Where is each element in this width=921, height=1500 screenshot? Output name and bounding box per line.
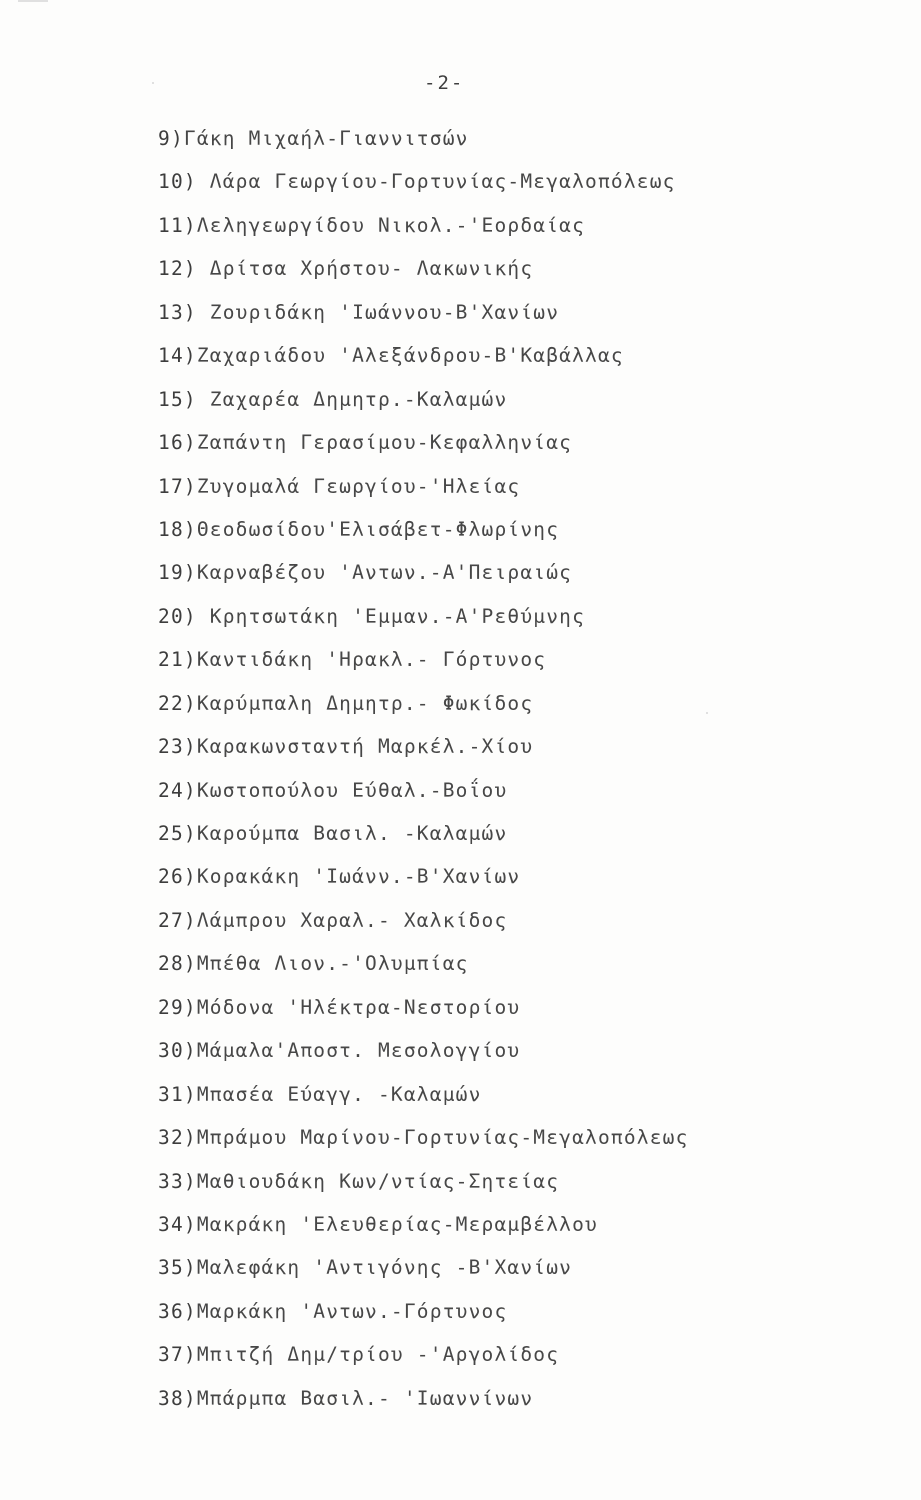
list-item bbox=[158, 595, 689, 638]
entry-number: 24) bbox=[158, 778, 197, 802]
list-item bbox=[158, 638, 689, 681]
list-item bbox=[158, 1116, 689, 1159]
entry-name: Ζουριδάκη 'Ιωάννου-Β'Χανίων bbox=[196, 300, 560, 324]
entry-name: Καρναβέζου 'Αντων.-Α'Πειραιώς bbox=[196, 561, 573, 585]
entry-number: 21) bbox=[158, 648, 197, 672]
list-item bbox=[158, 986, 689, 1029]
list-item bbox=[158, 421, 689, 464]
entry-name: Ζαχαρέα Δημητρ.-Καλαμών bbox=[196, 387, 508, 411]
entry-name: Γάκη Μιχαήλ-Γιαννιτσών bbox=[183, 127, 469, 150]
scan-dot bbox=[706, 712, 708, 714]
list-item bbox=[158, 291, 689, 334]
entry-name: Μόδονα 'Ηλέκτρα-Νεστορίου bbox=[196, 995, 521, 1019]
entry-number: 14) bbox=[158, 344, 197, 368]
list-item bbox=[158, 1290, 689, 1333]
entry-number: 23) bbox=[158, 735, 197, 759]
list-item bbox=[158, 160, 689, 203]
entry-name: Μπασέα Εύαγγ. -Καλαμών bbox=[196, 1082, 482, 1106]
list-item bbox=[158, 1160, 689, 1203]
list-item bbox=[158, 769, 689, 812]
entry-name: Μαθιουδάκη Κων/ντίας-Σητείας bbox=[196, 1169, 560, 1193]
list-item bbox=[158, 1073, 689, 1116]
entry-name: Λάμπρου Χαραλ.- Χαλκίδος bbox=[196, 908, 508, 932]
entry-name: Θεοδωσίδου'Ελισάβετ-Φλωρίνης bbox=[196, 517, 560, 541]
list-item bbox=[158, 725, 689, 768]
list-item bbox=[158, 1203, 689, 1246]
entry-name: Καντιδάκη 'Ηρακλ.- Γόρτυνος bbox=[196, 648, 547, 672]
entry-name: Μπάρμπα Βασιλ.- 'Ιωαννίνων bbox=[196, 1386, 534, 1410]
list-item bbox=[158, 378, 689, 421]
scan-mark-top-left bbox=[18, 0, 48, 2]
entry-number: 18) bbox=[158, 517, 197, 541]
entry-number: 37) bbox=[158, 1343, 197, 1367]
entry-number: 31) bbox=[158, 1082, 197, 1106]
list-item bbox=[158, 1246, 689, 1289]
list-item bbox=[158, 334, 689, 377]
list-item bbox=[158, 1377, 689, 1420]
entry-number: 29) bbox=[158, 995, 197, 1019]
entry-number: 28) bbox=[158, 952, 197, 976]
list-item bbox=[158, 942, 689, 985]
entry-number: 9) bbox=[158, 127, 184, 150]
entry-number: 25) bbox=[158, 822, 197, 845]
entry-name: Ζυγομαλά Γεωργίου-'Ηλείας bbox=[196, 474, 521, 498]
entry-number: 17) bbox=[158, 474, 197, 498]
entry-number: 11) bbox=[158, 213, 197, 237]
entry-name: Καρύμπαλη Δημητρ.- Φωκίδος bbox=[196, 691, 534, 715]
list-item bbox=[158, 551, 689, 594]
entry-name: Μαρκάκη 'Αντων.-Γόρτυνος bbox=[196, 1299, 508, 1323]
list-item bbox=[158, 682, 689, 725]
entry-name: Ζαπάντη Γερασίμου-Κεφαλληνίας bbox=[196, 431, 573, 455]
entry-number: 26) bbox=[158, 865, 197, 889]
entry-name: Μπράμου Μαρίνου-Γορτυνίας-Μεγαλοπόλεως bbox=[196, 1126, 689, 1150]
entry-number: 12) bbox=[158, 257, 197, 281]
entry-number: 32) bbox=[158, 1126, 197, 1150]
entry-number: 13) bbox=[158, 300, 197, 324]
list-item bbox=[158, 204, 689, 247]
entry-name: Μαλεφάκη 'Αντιγόνης -Β'Χανίων bbox=[196, 1256, 573, 1280]
entry-number: 10) bbox=[158, 170, 197, 194]
name-list bbox=[158, 117, 689, 1420]
list-item bbox=[158, 247, 689, 290]
entry-name: Ζαχαριάδου 'Αλεξάνδρου-Β'Καβάλλας bbox=[196, 344, 624, 368]
list-item bbox=[158, 1333, 689, 1376]
entry-number: 30) bbox=[158, 1039, 197, 1063]
entry-number: 34) bbox=[158, 1212, 197, 1236]
page-number: -2- bbox=[424, 72, 465, 94]
list-item bbox=[158, 508, 689, 551]
entry-name: Μπιτζή Δημ/τρίου -'Αργολίδος bbox=[196, 1343, 560, 1367]
entry-number: 38) bbox=[158, 1386, 197, 1410]
entry-number: 35) bbox=[158, 1256, 197, 1280]
entry-name: Κρητσωτάκη 'Εμμαν.-Α'Ρεθύμνης bbox=[196, 604, 586, 628]
entry-number: 33) bbox=[158, 1169, 197, 1193]
list-item bbox=[158, 855, 689, 898]
entry-number: 19) bbox=[158, 561, 197, 585]
entry-name: Καρακωνσταντή Μαρκέλ.-Χίου bbox=[196, 735, 534, 759]
list-item bbox=[158, 117, 689, 160]
entry-name: Μάμαλα'Αποστ. Μεσολογγίου bbox=[196, 1039, 521, 1063]
entry-name: Λεληγεωργίδου Νικολ.-'Εορδαίας bbox=[196, 213, 586, 237]
list-item bbox=[158, 812, 689, 855]
entry-name: Μακράκη 'Ελευθερίας-Μεραμβέλλου bbox=[196, 1212, 598, 1236]
entry-name: Κωστοπούλου Εύθαλ.-Βοΐου bbox=[196, 778, 508, 802]
entry-name: Καρούμπα Βασιλ. -Καλαμών bbox=[196, 822, 508, 845]
entry-number: 22) bbox=[158, 691, 197, 715]
entry-number: 20) bbox=[158, 604, 197, 628]
entry-name: Λάρα Γεωργίου-Γορτυνίας-Μεγαλοπόλεως bbox=[196, 170, 676, 194]
entry-number: 15) bbox=[158, 387, 197, 411]
list-item bbox=[158, 465, 689, 508]
list-item bbox=[158, 1029, 689, 1072]
entry-number: 16) bbox=[158, 431, 197, 455]
list-item bbox=[158, 899, 689, 942]
entry-number: 36) bbox=[158, 1299, 197, 1323]
entry-name: Κορακάκη 'Ιωάνν.-Β'Χανίων bbox=[196, 865, 521, 889]
entry-name: Μπέθα Λιον.-'Ολυμπίας bbox=[196, 952, 469, 976]
entry-number: 27) bbox=[158, 908, 197, 932]
scan-dot bbox=[152, 82, 154, 84]
entry-name: Δρίτσα Χρήστου- Λακωνικής bbox=[196, 257, 534, 281]
